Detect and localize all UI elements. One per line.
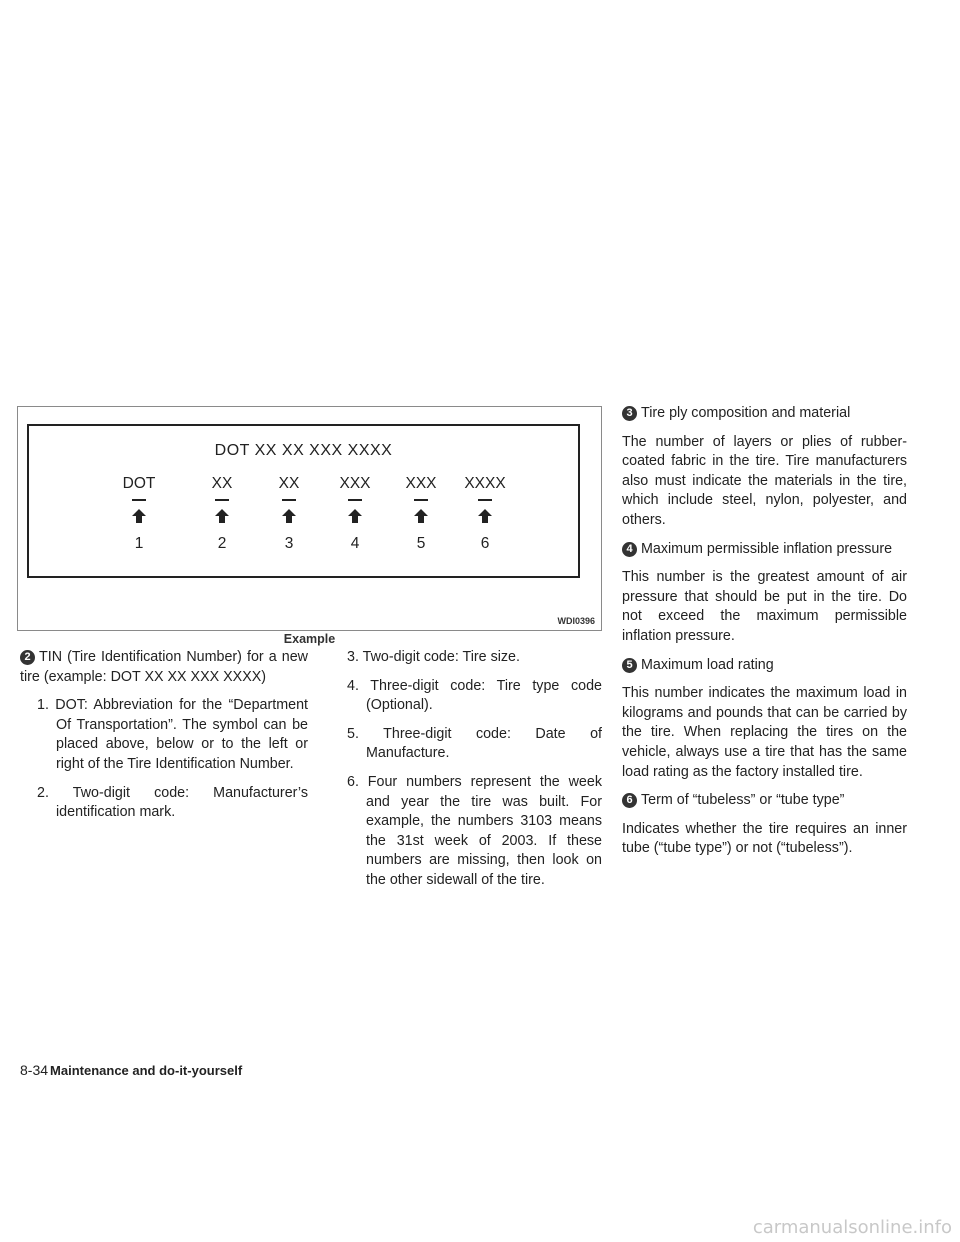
figure-id: WDI0396: [557, 616, 595, 626]
circled-number-5-icon: 5: [622, 658, 637, 673]
arrow-up-icon: [281, 508, 297, 524]
circled-number-3-icon: 3: [622, 406, 637, 421]
list-item: 4. Three-digit code: Tire type code (Optional).: [347, 677, 602, 714]
tin-intro: [20, 648, 308, 687]
column-left: [20, 648, 308, 832]
section-heading: [622, 540, 907, 560]
underline-mark: [414, 499, 428, 501]
watermark: carmanualsonline.info: [752, 1217, 952, 1238]
circled-number-6-icon: 6: [622, 793, 637, 808]
underline-mark: [348, 499, 362, 501]
tin-intro-text: TIN (Tire Identification Number) for a new tire (example: DOT XX XX XXX XXXX): [20, 649, 308, 685]
section-body: Indicates whether the tire requires an inner tube (“tube type”) or not (“tubeless”).: [622, 820, 907, 857]
underline-mark: [478, 499, 492, 501]
tin-number-6: 6: [480, 535, 490, 552]
tin-number-4: 4: [350, 535, 360, 552]
underline-mark: [215, 499, 229, 501]
arrow-up-icon: [214, 508, 230, 524]
section-body: The number of layers or plies of rubber-coated fabric in the tire. Tire manufacturers also must indicate the materials in the tire, which include steel, nylon, polyester, and others.: [622, 433, 907, 528]
section-body: This number indicates the maximum load in kilograms and pounds that can be carried by the tire. When replacing the tires on the vehicle, always use a tire that has the same load rating as the factory installed tire.: [622, 685, 907, 780]
tin-number-2: 2: [217, 535, 227, 552]
list-item: 5. Three-digit code: Date of Manufacture.: [347, 725, 602, 762]
section-body: This number is the greatest amount of air pressure that should be put in the tire. Do not exceed the maximum permissible inflation pressure.: [622, 569, 907, 644]
page-number: 8-34: [20, 1062, 49, 1078]
figure-caption: Example: [283, 632, 336, 646]
tin-code-3: XX: [278, 475, 300, 492]
tin-number-3: 3: [284, 535, 294, 552]
circled-number-2-icon: 2: [20, 650, 35, 665]
list-item: 1. DOT: Abbreviation for the “Department Of Transportation”. The symbol can be placed above, below or to the left or right of the Tire Identification Number.: [37, 697, 308, 772]
circled-number-4-icon: 4: [622, 542, 637, 557]
arrow-up-icon: [131, 508, 147, 524]
arrow-up-icon: [347, 508, 363, 524]
section-heading: [622, 404, 907, 424]
tin-number-1: 1: [134, 535, 144, 552]
underline-mark: [132, 499, 146, 501]
column-middle: [330, 648, 602, 900]
section-heading: [622, 791, 907, 811]
heading-text: Term of “tubeless” or “tube type”: [641, 792, 845, 809]
heading-text: Tire ply composition and material: [641, 405, 851, 421]
heading-text: Maximum load rating: [641, 656, 774, 673]
heading-text: Maximum permissible inflation pressure: [641, 540, 893, 557]
column-right: [622, 404, 907, 868]
list-item: 2. Two-digit code: Manufacturer’s identification mark.: [37, 784, 308, 821]
tin-code-1: DOT: [122, 475, 156, 492]
underline-mark: [282, 499, 296, 501]
tin-code-2: XX: [211, 475, 233, 492]
section-title: Maintenance and do-it-yourself: [50, 1063, 243, 1078]
arrow-up-icon: [477, 508, 493, 524]
list-item: 3. Two-digit code: Tire size.: [347, 649, 520, 665]
tin-code-4: XXX: [339, 475, 371, 492]
tin-code-5: XXX: [405, 475, 437, 492]
list-item: 6. Four numbers represent the week and year the tire was built. For example, the numbers 3103 means the 31st week of 2003. If these numbers are missing, then look on the other sidewall of the tire.: [347, 773, 602, 888]
section-heading: [622, 656, 907, 676]
tin-title: DOT XX XX XXX XXXX: [214, 442, 393, 459]
tin-example-figure: [17, 406, 602, 631]
tin-diagram: [27, 424, 580, 578]
tin-code-6: XXXX: [464, 475, 506, 492]
page-footer: [20, 1062, 242, 1078]
tin-number-5: 5: [416, 535, 426, 552]
arrow-up-icon: [413, 508, 429, 524]
